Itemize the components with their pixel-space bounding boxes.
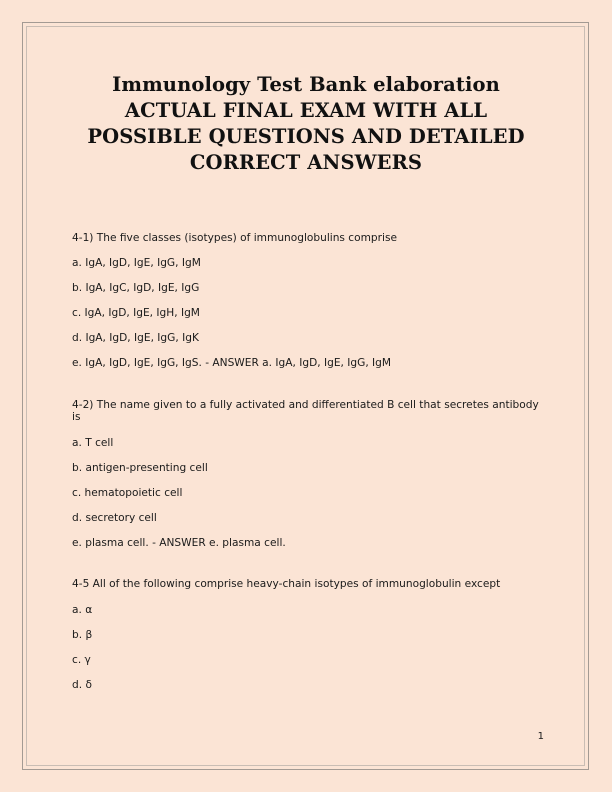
answer-option: b. IgA, IgC, IgD, IgE, IgG xyxy=(72,282,200,295)
answer-option: d. δ xyxy=(72,678,92,691)
page-number: 1 xyxy=(537,731,544,742)
answer-option: c. IgA, IgD, IgE, IgH, IgM xyxy=(72,307,200,320)
question-text: 4-1) The five classes (isotypes) of immunoglobulins comprise xyxy=(72,232,397,244)
question-block-4-2 xyxy=(72,399,540,549)
question-list xyxy=(72,232,540,691)
question-block-4-5 xyxy=(72,578,540,691)
question-text: 4-2) The name given to a fully activated and differentiated B cell that secretes antibody is xyxy=(72,398,539,424)
document-title: Immunology Test Bank elaboration ACTUAL FINAL EXAM WITH ALL POSSIBLE QUESTIONS AND DETAILED CORRECT ANSWERS xyxy=(87,73,525,174)
answer-option: e. IgA, IgD, IgE, IgG, IgS. - ANSWER a. IgA, IgD, IgE, IgG, IgM xyxy=(72,357,392,370)
answer-option: c. hematopoietic cell xyxy=(72,486,183,499)
answer-option: a. α xyxy=(72,603,93,616)
answer-option: a. IgA, IgD, IgE, IgG, IgM xyxy=(72,257,201,270)
answer-option: d. secretory cell xyxy=(72,511,157,524)
answer-option: b. β xyxy=(72,628,93,641)
answer-option: b. antigen-presenting cell xyxy=(72,461,208,474)
answer-option: e. plasma cell. - ANSWER e. plasma cell. xyxy=(72,536,286,549)
question-text: 4-5 All of the following comprise heavy-chain isotypes of immunoglobulin except xyxy=(72,578,501,591)
answer-option: a. T cell xyxy=(72,436,114,449)
answer-option: c. γ xyxy=(72,653,91,666)
question-block-4-1 xyxy=(72,232,540,370)
answer-option: d. IgA, IgD, IgE, IgG, IgK xyxy=(72,332,199,345)
